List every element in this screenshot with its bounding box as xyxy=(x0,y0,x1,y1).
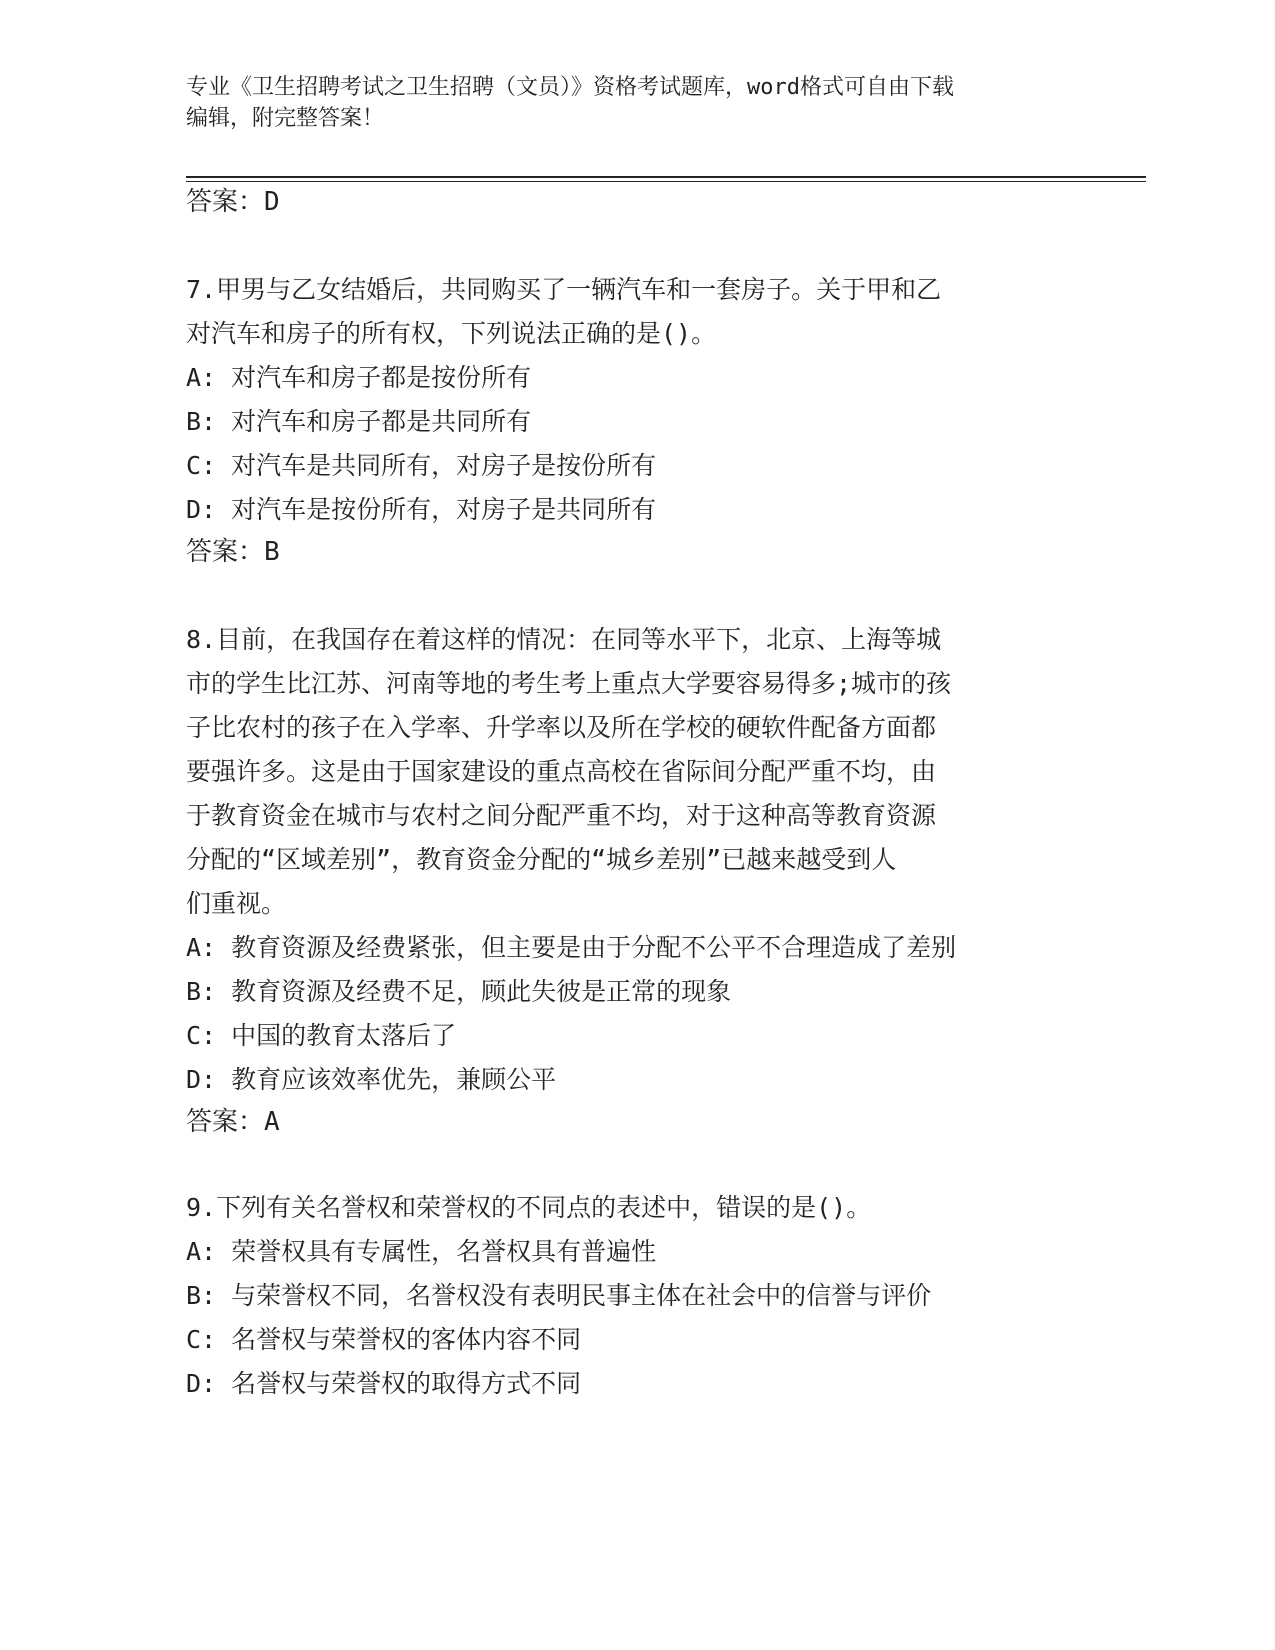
answer-label: 答案： xyxy=(186,537,265,567)
answer-label: 答案： xyxy=(186,187,265,217)
option-a: A: 对汽车和房子都是按份所有 xyxy=(186,363,532,392)
answer-label: 答案： xyxy=(186,1107,265,1137)
question-stem-line: 8.目前，在我国存在着这样的情况：在同等水平下，北京、上海等城 xyxy=(186,625,942,654)
answer-value: D xyxy=(264,187,280,217)
question-stem-line: 9.下列有关名誉权和荣誉权的不同点的表述中，错误的是()。 xyxy=(186,1193,872,1222)
document-header xyxy=(186,72,1086,134)
option-c: C: 对汽车是共同所有，对房子是按份所有 xyxy=(186,451,657,480)
option-a: A: 荣誉权具有专属性，名誉权具有普遍性 xyxy=(186,1237,657,1266)
option-d: D: 名誉权与荣誉权的取得方式不同 xyxy=(186,1369,582,1398)
option-b: B: 教育资源及经费不足，顾此失彼是正常的现象 xyxy=(186,977,732,1006)
question-stem-line: 子比农村的孩子在入学率、升学率以及所在学校的硬软件配备方面都 xyxy=(186,713,937,742)
answer-line xyxy=(186,186,280,218)
option-d: D: 教育应该效率优先，兼顾公平 xyxy=(186,1065,557,1094)
question-stem-line: 于教育资金在城市与农村之间分配严重不均，对于这种高等教育资源 xyxy=(186,801,937,830)
answer-line xyxy=(186,1106,280,1138)
question-stem-line: 要强许多。这是由于国家建设的重点高校在省际间分配严重不均，由 xyxy=(186,757,937,786)
header-divider-thin xyxy=(186,181,1146,182)
question-stem-line: 们重视。 xyxy=(186,889,287,918)
option-d: D: 对汽车是按份所有，对房子是共同所有 xyxy=(186,495,657,524)
header-divider-thick xyxy=(186,176,1146,178)
question-stem-line: 7.甲男与乙女结婚后，共同购买了一辆汽车和一套房子。关于甲和乙 xyxy=(186,275,942,304)
answer-line xyxy=(186,536,280,568)
header-line-1: 专业《卫生招聘考试之卫生招聘（文员）》资格考试题库，word格式可自由下载 xyxy=(186,75,954,100)
option-c: C: 中国的教育太落后了 xyxy=(186,1021,457,1050)
option-b: B: 对汽车和房子都是共同所有 xyxy=(186,407,532,436)
question-stem-line: 市的学生比江苏、河南等地的考生考上重点大学要容易得多;城市的孩 xyxy=(186,669,952,698)
header-line-2: 编辑，附完整答案！ xyxy=(186,106,385,131)
answer-value: A xyxy=(264,1107,280,1137)
option-a: A: 教育资源及经费紧张，但主要是由于分配不公平不合理造成了差别 xyxy=(186,933,957,962)
option-c: C: 名誉权与荣誉权的客体内容不同 xyxy=(186,1325,582,1354)
option-b: B: 与荣誉权不同，名誉权没有表明民事主体在社会中的信誉与评价 xyxy=(186,1281,932,1310)
question-stem-line: 对汽车和房子的所有权，下列说法正确的是()。 xyxy=(186,319,717,348)
question-stem-line: 分配的“区域差别”，教育资金分配的“城乡差别”已越来越受到人 xyxy=(186,845,897,874)
answer-value: B xyxy=(264,537,280,567)
